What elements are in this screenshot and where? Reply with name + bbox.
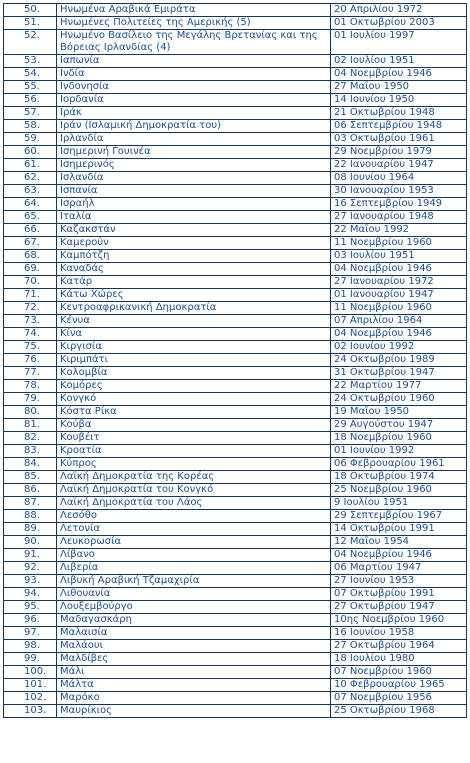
date-cell: 14 Οκτωβρίου 1991 xyxy=(331,523,467,536)
country-name-cell: Μαλαισία xyxy=(57,627,331,640)
row-number-cell: 68. xyxy=(4,250,57,263)
date-cell: 03 Οκτωβρίου 1961 xyxy=(331,133,467,146)
row-number-cell: 89. xyxy=(4,523,57,536)
country-name-cell: Ισημερινή Γουινέα xyxy=(57,146,331,159)
date-cell: 29 Νοεμβρίου 1979 xyxy=(331,146,467,159)
country-name-cell: Κούβα xyxy=(57,419,331,432)
row-number-cell: 102. xyxy=(4,692,57,705)
date-cell: 27 Ιανουαρίου 1948 xyxy=(331,211,467,224)
table-row xyxy=(4,601,467,614)
country-name-cell: Κατάρ xyxy=(57,276,331,289)
row-number-cell: 92. xyxy=(4,562,57,575)
table-row xyxy=(4,55,467,68)
row-number-cell: 63. xyxy=(4,185,57,198)
table-row xyxy=(4,458,467,471)
table-row xyxy=(4,484,467,497)
row-number-cell: 66. xyxy=(4,224,57,237)
table-row xyxy=(4,172,467,185)
date-cell: 01 Ιουλίου 1997 xyxy=(331,30,467,55)
row-number-cell: 82. xyxy=(4,432,57,445)
country-name-cell: Ινδία xyxy=(57,68,331,81)
table-row xyxy=(4,640,467,653)
country-name-cell: Κονγκό xyxy=(57,393,331,406)
date-cell: 01 Ιανουαρίου 1947 xyxy=(331,289,467,302)
row-number-cell: 97. xyxy=(4,627,57,640)
country-name-cell: Κάτω Χώρες xyxy=(57,289,331,302)
table-row xyxy=(4,627,467,640)
row-number-cell: 77. xyxy=(4,367,57,380)
date-cell: 06 Σεπτεμβρίου 1948 xyxy=(331,120,467,133)
table-row xyxy=(4,549,467,562)
country-name-cell: Λευκορωσία xyxy=(57,536,331,549)
country-name-cell: Ισραήλ xyxy=(57,198,331,211)
date-cell: 18 Νοεμβρίου 1960 xyxy=(331,432,467,445)
date-cell: 07 Οκτωβρίου 1991 xyxy=(331,588,467,601)
row-number-cell: 69. xyxy=(4,263,57,276)
country-name-cell: Καναδάς xyxy=(57,263,331,276)
date-cell: 07 Νοεμβρίου 1960 xyxy=(331,666,467,679)
date-cell: 10ης Νοεμβρίου 1960 xyxy=(331,614,467,627)
row-number-cell: 88. xyxy=(4,510,57,523)
country-name-cell: Λεσόθο xyxy=(57,510,331,523)
table-row xyxy=(4,224,467,237)
country-name-cell: Ιορδανία xyxy=(57,94,331,107)
row-number-cell: 55. xyxy=(4,81,57,94)
table-row xyxy=(4,276,467,289)
table-row xyxy=(4,432,467,445)
table-row xyxy=(4,302,467,315)
country-name-cell: Ιράν (Ισλαμική Δημοκρατία του) xyxy=(57,120,331,133)
date-cell: 07 Απριλίου 1964 xyxy=(331,315,467,328)
row-number-cell: 94. xyxy=(4,588,57,601)
country-name-cell: Μαυρίκιος xyxy=(57,705,331,718)
row-number-cell: 53. xyxy=(4,55,57,68)
date-cell: 08 Ιουνίου 1964 xyxy=(331,172,467,185)
table-row xyxy=(4,237,467,250)
date-cell: 06 Μαρτίου 1947 xyxy=(331,562,467,575)
table-body xyxy=(4,4,467,718)
country-name-cell: Ιταλία xyxy=(57,211,331,224)
date-cell: 04 Νοεμβρίου 1946 xyxy=(331,328,467,341)
table-row xyxy=(4,354,467,367)
row-number-cell: 50. xyxy=(4,4,57,17)
row-number-cell: 96. xyxy=(4,614,57,627)
date-cell: 19 Μαΐου 1950 xyxy=(331,406,467,419)
date-cell: 18 Ιουλίου 1980 xyxy=(331,653,467,666)
date-cell: 01 Οκτωβρίου 2003 xyxy=(331,17,467,30)
table-row xyxy=(4,614,467,627)
row-number-cell: 98. xyxy=(4,640,57,653)
row-number-cell: 71. xyxy=(4,289,57,302)
country-name-cell: Ιράκ xyxy=(57,107,331,120)
country-name-cell: Μάλι xyxy=(57,666,331,679)
table-row xyxy=(4,341,467,354)
country-name-cell: Κίνα xyxy=(57,328,331,341)
date-cell: 04 Νοεμβρίου 1946 xyxy=(331,263,467,276)
table-row xyxy=(4,133,467,146)
table-row xyxy=(4,289,467,302)
table-row xyxy=(4,17,467,30)
row-number-cell: 76. xyxy=(4,354,57,367)
date-cell: 22 Ιανουαρίου 1947 xyxy=(331,159,467,172)
table-row xyxy=(4,185,467,198)
row-number-cell: 95. xyxy=(4,601,57,614)
row-number-cell: 58. xyxy=(4,120,57,133)
country-name-cell: Λίβανο xyxy=(57,549,331,562)
country-name-cell: Μαλάουι xyxy=(57,640,331,653)
row-number-cell: 54. xyxy=(4,68,57,81)
row-number-cell: 75. xyxy=(4,341,57,354)
country-name-cell: Ισημερινός xyxy=(57,159,331,172)
country-name-cell: Κένυα xyxy=(57,315,331,328)
row-number-cell: 78. xyxy=(4,380,57,393)
country-name-cell: Κύπρος xyxy=(57,458,331,471)
country-name-cell: Καμπότζη xyxy=(57,250,331,263)
table-row xyxy=(4,679,467,692)
country-name-cell: Λαϊκή Δημοκρατία του Λάος xyxy=(57,497,331,510)
country-name-cell: Λαϊκή Δημοκρατία της Κορέας xyxy=(57,471,331,484)
row-number-cell: 86. xyxy=(4,484,57,497)
date-cell: 27 Μαΐου 1950 xyxy=(331,81,467,94)
country-name-cell: Κιριμπάτι xyxy=(57,354,331,367)
table-row xyxy=(4,30,467,55)
country-name-cell: Μάλτα xyxy=(57,679,331,692)
table-row xyxy=(4,406,467,419)
country-name-cell: Κροατία xyxy=(57,445,331,458)
country-name-cell: Λουξεμβούργο xyxy=(57,601,331,614)
date-cell: 27 Ιανουαρίου 1972 xyxy=(331,276,467,289)
country-name-cell: Ηνωμένες Πολιτείες της Αμερικής (5) xyxy=(57,17,331,30)
table-row xyxy=(4,94,467,107)
row-number-cell: 51. xyxy=(4,17,57,30)
date-cell: 10 Φεβρουαρίου 1965 xyxy=(331,679,467,692)
row-number-cell: 85. xyxy=(4,471,57,484)
date-cell: 30 Ιανουαρίου 1953 xyxy=(331,185,467,198)
table-row xyxy=(4,497,467,510)
country-name-cell: Ιαπωνία xyxy=(57,55,331,68)
row-number-cell: 52. xyxy=(4,30,57,55)
row-number-cell: 62. xyxy=(4,172,57,185)
date-cell: 04 Νοεμβρίου 1946 xyxy=(331,68,467,81)
table-row xyxy=(4,419,467,432)
country-name-cell: Ιρλανδία xyxy=(57,133,331,146)
table-row xyxy=(4,367,467,380)
country-name-cell: Κεντροαφρικανική Δημοκρατία xyxy=(57,302,331,315)
date-cell: 02 Ιουλίου 1951 xyxy=(331,55,467,68)
date-cell: 29 Αυγούστου 1947 xyxy=(331,419,467,432)
date-cell: 11 Νοεμβρίου 1960 xyxy=(331,237,467,250)
table-row xyxy=(4,81,467,94)
country-name-cell: Λαϊκή Δημοκρατία του Κονγκό xyxy=(57,484,331,497)
country-name-cell: Ηνωμένα Αραβικά Εμιράτα xyxy=(57,4,331,17)
country-name-cell: Μαλδίβες xyxy=(57,653,331,666)
date-cell: 07 Νοεμβρίου 1956 xyxy=(331,692,467,705)
row-number-cell: 70. xyxy=(4,276,57,289)
country-name-cell: Μαρόκο xyxy=(57,692,331,705)
row-number-cell: 65. xyxy=(4,211,57,224)
table-row xyxy=(4,523,467,536)
date-cell: 22 Μαρτίου 1977 xyxy=(331,380,467,393)
row-number-cell: 60. xyxy=(4,146,57,159)
date-cell: 27 Οκτωβρίου 1964 xyxy=(331,640,467,653)
country-name-cell: Κομόρες xyxy=(57,380,331,393)
row-number-cell: 90. xyxy=(4,536,57,549)
table-row xyxy=(4,146,467,159)
row-number-cell: 79. xyxy=(4,393,57,406)
date-cell: 01 Ιουνίου 1992 xyxy=(331,445,467,458)
table-row xyxy=(4,328,467,341)
country-name-cell: Καμερούν xyxy=(57,237,331,250)
table-row xyxy=(4,536,467,549)
country-name-cell: Λιβυκή Αραβική Τζαμαχιρία xyxy=(57,575,331,588)
table-row xyxy=(4,653,467,666)
row-number-cell: 67. xyxy=(4,237,57,250)
date-cell: 16 Σεπτεμβρίου 1949 xyxy=(331,198,467,211)
row-number-cell: 74. xyxy=(4,328,57,341)
table-row xyxy=(4,666,467,679)
row-number-cell: 80. xyxy=(4,406,57,419)
table-row xyxy=(4,263,467,276)
date-cell: 27 Οκτωβρίου 1947 xyxy=(331,601,467,614)
date-cell: 25 Νοεμβρίου 1960 xyxy=(331,484,467,497)
country-name-cell: Ινδονησία xyxy=(57,81,331,94)
country-name-cell: Κιργισία xyxy=(57,341,331,354)
table-row xyxy=(4,198,467,211)
table-row xyxy=(4,68,467,81)
table-row xyxy=(4,588,467,601)
table-row xyxy=(4,471,467,484)
date-cell: 9 Ιουλίου 1951 xyxy=(331,497,467,510)
country-name-cell: Λιβερία xyxy=(57,562,331,575)
row-number-cell: 87. xyxy=(4,497,57,510)
date-cell: 24 Οκτωβρίου 1960 xyxy=(331,393,467,406)
table-row xyxy=(4,692,467,705)
table-row xyxy=(4,445,467,458)
row-number-cell: 99. xyxy=(4,653,57,666)
row-number-cell: 56. xyxy=(4,94,57,107)
date-cell: 12 Μαΐου 1954 xyxy=(331,536,467,549)
row-number-cell: 101. xyxy=(4,679,57,692)
row-number-cell: 73. xyxy=(4,315,57,328)
country-name-cell: Καζακστάν xyxy=(57,224,331,237)
date-cell: 27 Ιουνίου 1953 xyxy=(331,575,467,588)
row-number-cell: 103. xyxy=(4,705,57,718)
table-row xyxy=(4,575,467,588)
table-row xyxy=(4,705,467,718)
table-row xyxy=(4,107,467,120)
date-cell: 31 Οκτωβρίου 1947 xyxy=(331,367,467,380)
country-name-cell: Κουβέιτ xyxy=(57,432,331,445)
date-cell: 02 Ιουνίου 1992 xyxy=(331,341,467,354)
date-cell: 14 Ιουνίου 1950 xyxy=(331,94,467,107)
table-row xyxy=(4,159,467,172)
country-name-cell: Λιθουανία xyxy=(57,588,331,601)
table-row xyxy=(4,380,467,393)
row-number-cell: 57. xyxy=(4,107,57,120)
table-row xyxy=(4,562,467,575)
date-cell: 20 Απριλίου 1972 xyxy=(331,4,467,17)
table-row xyxy=(4,4,467,17)
row-number-cell: 83. xyxy=(4,445,57,458)
row-number-cell: 81. xyxy=(4,419,57,432)
table-row xyxy=(4,250,467,263)
date-cell: 21 Οκτωβρίου 1948 xyxy=(331,107,467,120)
table-row xyxy=(4,510,467,523)
country-name-cell: Μαδαγασκάρη xyxy=(57,614,331,627)
table-row xyxy=(4,120,467,133)
country-name-cell: Κολομβία xyxy=(57,367,331,380)
table-row xyxy=(4,393,467,406)
document-page xyxy=(3,3,467,718)
date-cell: 24 Οκτωβρίου 1989 xyxy=(331,354,467,367)
row-number-cell: 59. xyxy=(4,133,57,146)
country-name-cell: Ισλανδία xyxy=(57,172,331,185)
country-name-cell: Ισπανία xyxy=(57,185,331,198)
row-number-cell: 72. xyxy=(4,302,57,315)
member-states-table xyxy=(3,3,467,718)
date-cell: 06 Φεβρουαρίου 1961 xyxy=(331,458,467,471)
country-name-cell: Κόστα Ρίκα xyxy=(57,406,331,419)
country-name-cell: Ηνωμένο Βασίλειο της Μεγάλης Βρετανίας και της Βόρειας Ιρλανδίας (4) xyxy=(57,30,331,55)
date-cell: 04 Νοεμβρίου 1946 xyxy=(331,549,467,562)
table-row xyxy=(4,315,467,328)
table-row xyxy=(4,211,467,224)
row-number-cell: 61. xyxy=(4,159,57,172)
date-cell: 25 Οκτωβρίου 1968 xyxy=(331,705,467,718)
date-cell: 18 Οκτωβρίου 1974 xyxy=(331,471,467,484)
row-number-cell: 91. xyxy=(4,549,57,562)
row-number-cell: 100. xyxy=(4,666,57,679)
row-number-cell: 93. xyxy=(4,575,57,588)
country-name-cell: Λετονία xyxy=(57,523,331,536)
date-cell: 11 Νοεμβρίου 1960 xyxy=(331,302,467,315)
row-number-cell: 64. xyxy=(4,198,57,211)
date-cell: 29 Σεπτεμβρίου 1967 xyxy=(331,510,467,523)
date-cell: 03 Ιουλίου 1951 xyxy=(331,250,467,263)
row-number-cell: 84. xyxy=(4,458,57,471)
date-cell: 16 Ιουνίου 1958 xyxy=(331,627,467,640)
date-cell: 22 Μαΐου 1992 xyxy=(331,224,467,237)
